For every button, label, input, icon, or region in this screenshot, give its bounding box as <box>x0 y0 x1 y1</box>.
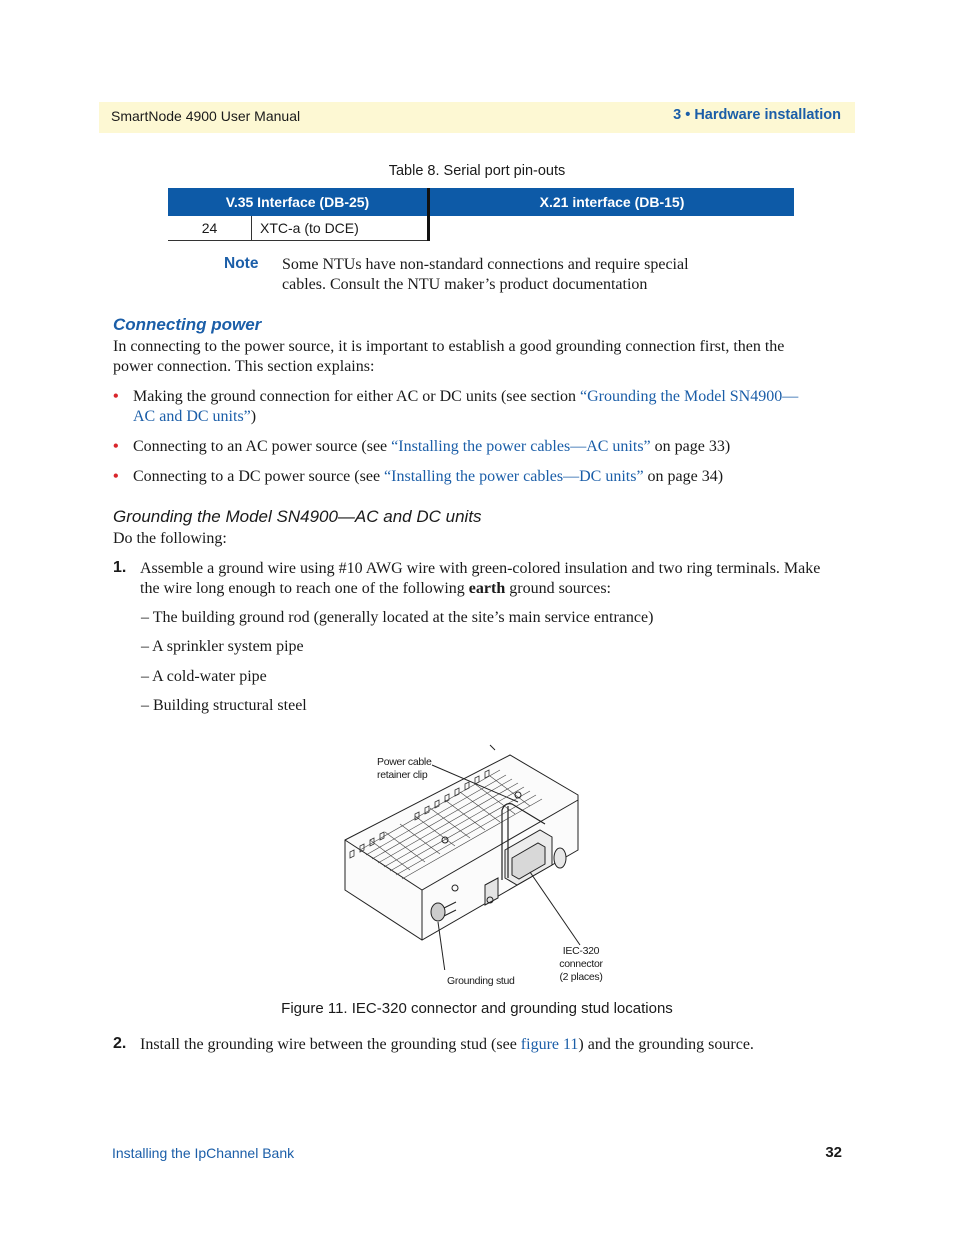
note-line: cables. Consult the NTU maker’s product documentation <box>282 276 648 293</box>
grounding-section-link[interactable]: “Grounding the Model SN4900— <box>580 388 799 405</box>
subsection-heading: Grounding the Model SN4900—AC and DC units <box>113 507 482 526</box>
pin-number-cell: 24 <box>168 216 252 241</box>
step-text-part: ) and the grounding source. <box>578 1036 754 1053</box>
step-text-part: Install the grounding wire between the grounding stud (see <box>140 1036 521 1053</box>
table-row <box>168 216 794 241</box>
column-header-x21: X.21 interface (DB-15) <box>429 188 795 216</box>
figure-label-line: retainer clip <box>377 769 428 781</box>
grounding-section-link-cont[interactable]: AC and DC units” <box>133 408 251 425</box>
column-header-v35: V.35 Interface (DB-25) <box>168 188 429 216</box>
page-number: 32 <box>825 1144 842 1161</box>
step-text <box>140 1035 845 1055</box>
figure-label-line: IEC-320 connector <box>559 945 603 970</box>
step-number: 1. <box>113 559 127 576</box>
ground-source-item: – The building ground rod (generally located at the site’s main service entrance) <box>141 609 654 626</box>
bullet-text <box>133 467 848 487</box>
running-header <box>99 102 855 133</box>
figure-caption: Figure 11. IEC-320 connector and grounding stud locations <box>281 1000 673 1017</box>
empty-cell <box>429 216 795 241</box>
table-caption: Table 8. Serial port pin-outs <box>388 163 566 179</box>
intro-paragraph <box>113 337 843 377</box>
bullet-text-part: Making the ground connection for either AC or DC units (see section <box>133 388 581 405</box>
bullet-text-part: Connecting to an AC power source (see <box>133 438 392 455</box>
manual-title: SmartNode 4900 User Manual <box>111 108 301 124</box>
ground-source-item: – A cold-water pipe <box>141 668 267 685</box>
signal-name-cell: XTC-a (to DCE) <box>252 216 429 241</box>
section-heading: Connecting power <box>113 315 262 334</box>
step-text-part: the wire long enough to reach one of the following <box>140 580 469 597</box>
bullet-marker: • <box>113 468 119 485</box>
dc-cables-link[interactable]: “Installing the power cables—DC units” <box>384 468 644 485</box>
bullet-text-part: on page 33) <box>650 438 731 455</box>
bullet-text-part: Connecting to a DC power source (see <box>133 468 385 485</box>
table-header-row <box>168 188 794 216</box>
ground-source-item: – A sprinkler system pipe <box>141 638 304 655</box>
step-line: Assemble a ground wire using #10 AWG wire with green-colored insulation and two ring terminals. Make <box>140 560 821 577</box>
bullet-text-part: ) <box>250 408 257 425</box>
bullet-marker: • <box>113 388 119 405</box>
figure-label-grounding-stud: Grounding stud <box>447 975 515 987</box>
lead-paragraph: Do the following: <box>113 530 227 547</box>
figure-label-line: (2 places) <box>559 971 603 983</box>
footer-section-title: Installing the IpChannel Bank <box>112 1145 295 1161</box>
intro-line: power connection. This section explains: <box>113 358 375 375</box>
note-line: Some NTUs have non-standard connections and require special <box>282 256 689 273</box>
step-text <box>140 559 845 599</box>
bullet-marker: • <box>113 438 119 455</box>
note-label: Note <box>224 255 259 272</box>
figure-label-retainer-clip <box>377 756 431 782</box>
earth-emphasis: earth <box>468 580 506 597</box>
note-text <box>282 255 722 295</box>
bullet-text <box>133 387 848 427</box>
step-number: 2. <box>113 1035 127 1052</box>
ground-source-item: – Building structural steel <box>141 697 307 714</box>
step-text-part: ground sources: <box>505 580 611 597</box>
chapter-title: 3 • Hardware installation <box>673 107 841 123</box>
figure-label-iec-connector <box>541 945 621 984</box>
ac-cables-link[interactable]: “Installing the power cables—AC units” <box>391 438 651 455</box>
step-line <box>140 579 845 599</box>
bullet-text <box>133 437 848 457</box>
figure-11-link[interactable]: figure 11 <box>520 1036 579 1053</box>
bullet-text-part: on page 34) <box>643 468 724 485</box>
intro-line: In connecting to the power source, it is important to establish a good grounding connection first, then the <box>113 338 785 355</box>
figure-label-line: Power cable <box>377 756 432 768</box>
pinout-table <box>168 188 794 241</box>
